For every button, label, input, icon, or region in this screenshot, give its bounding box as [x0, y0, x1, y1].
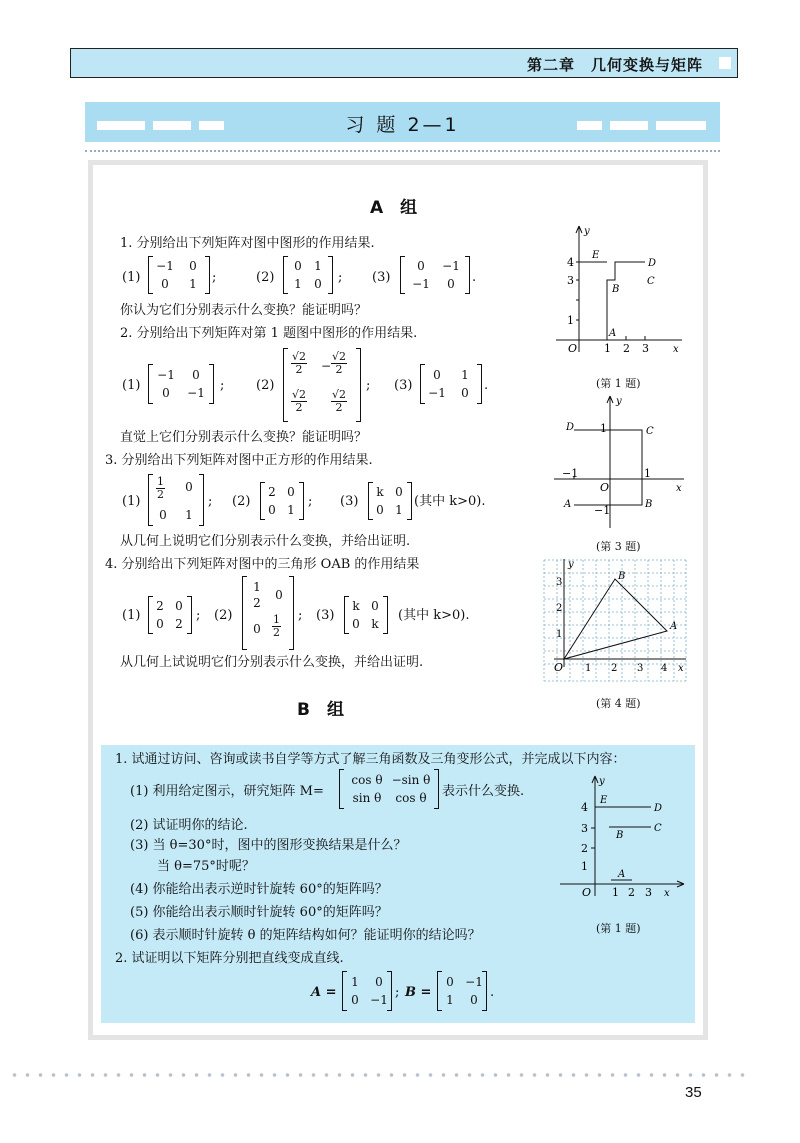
matrix-cell: 0	[162, 386, 170, 400]
matrix-cell: 0	[371, 599, 379, 613]
x-tick-label: 1	[585, 663, 592, 674]
y-label: y	[584, 226, 590, 237]
figure-q4-caption: (第 4 题)	[596, 697, 641, 710]
b-q1-s1-pre: (1) 利用给定图示，研究矩阵 M=	[130, 784, 324, 799]
matrix-cell: 2	[175, 617, 183, 631]
origin-label: O	[554, 661, 564, 674]
matrix-cell: 0	[395, 485, 403, 499]
matrix-cell: −1	[187, 386, 205, 400]
triangle-oab	[564, 579, 667, 659]
matrix-cell: 0	[375, 975, 383, 989]
matrix-cell: 0	[461, 386, 469, 400]
matrix-cell: −sin θ	[391, 773, 431, 787]
matrix-b	[437, 971, 487, 1011]
y-tick-label: 3	[567, 274, 574, 287]
y-label: y	[599, 776, 605, 787]
a-q3-label2: (2)	[232, 494, 251, 509]
figure-q1	[548, 222, 688, 357]
chapter-header-bar	[70, 48, 738, 78]
matrix-cell: k	[352, 599, 360, 613]
dotted-footer-line	[8, 1072, 748, 1078]
a-q4-text: 4. 分别给出下列矩阵对图中的三角形 OAB 的作用结果	[105, 557, 420, 572]
b-q1-text: 1. 试通过访问、咨询或读书自学等方式了解三角函数及三角变形公式，并完成以下内容：	[115, 752, 626, 767]
separator: ;	[338, 270, 343, 285]
point-label: E	[600, 795, 608, 806]
matrix-cell: 1	[189, 277, 197, 291]
exercise-title-bar	[85, 102, 720, 142]
x-tick-label: 3	[645, 886, 652, 899]
a-q4-note: (其中 k>0).	[398, 608, 470, 623]
matrix-cell: 0	[314, 277, 322, 291]
y-tick-label: 2	[581, 842, 588, 855]
figure-q3	[548, 392, 688, 530]
y-tick-label: 1	[556, 629, 563, 640]
b-q2-text: 2. 试证明以下矩阵分别把直线变成直线.	[115, 951, 344, 966]
separator: ;	[212, 270, 217, 285]
x-tick-label: 2	[611, 663, 618, 674]
matrix-fraction: 1 2	[273, 613, 280, 639]
origin-label: O	[582, 886, 592, 899]
matrix-fraction: √2 2	[332, 388, 347, 414]
matrix-cell: 0	[159, 508, 167, 522]
matrix-cell: 0	[161, 277, 169, 291]
separator: ;	[395, 985, 400, 1000]
x-label: x	[676, 483, 682, 494]
matrix-cell: 0	[192, 368, 200, 382]
matrix-fraction: 1 2	[157, 475, 164, 501]
a-q2-matrix2	[283, 348, 361, 422]
a-q3-text: 3. 分别给出下列矩阵对图中正方形的作用结果.	[105, 453, 373, 468]
a-q2-matrix1	[148, 364, 214, 404]
y-tick-label: 1	[581, 860, 588, 873]
separator: ;	[208, 494, 213, 509]
y-tick-label: 2	[556, 603, 563, 614]
separator: ;	[366, 378, 371, 393]
matrix-cell: 0	[376, 503, 384, 517]
matrix-cell: 1	[461, 368, 469, 382]
point-label: D	[648, 258, 657, 269]
matrix-cell: 0	[351, 993, 359, 1007]
b-q1-s6: (6) 表示顺时针旋转 θ 的矩阵结构如何？能证明你的结论吗？	[130, 928, 481, 943]
matrix-cell: cos θ	[351, 773, 383, 787]
b-q1-s3b: 当 θ=75°时呢？	[157, 859, 255, 874]
a-q2-label2: (2)	[256, 378, 275, 393]
matrix-cell: 1	[294, 277, 302, 291]
a-q1-label1: (1)	[122, 270, 141, 285]
matrix-cell: 0	[287, 485, 295, 499]
a-q4-follow: 从几何上试说明它们分别表示什么变换，并给出证明.	[120, 655, 424, 670]
figure-b-q1	[554, 770, 688, 900]
group-b-heading: B 组	[297, 700, 344, 720]
matrix-cell: −1	[428, 386, 446, 400]
matrix-cell: 0	[175, 599, 183, 613]
minus-sign: −	[321, 359, 332, 373]
matrix-cell: 1	[253, 580, 261, 594]
a-q3-matrix1	[148, 474, 204, 526]
matrix-cell: 1	[314, 259, 322, 273]
point-label: A	[618, 869, 626, 880]
y-tick-label: 1	[567, 314, 574, 327]
separator: ;	[308, 494, 313, 509]
x-tick-label: 3	[642, 342, 649, 355]
matrix-b-label: B =	[405, 985, 432, 1000]
a-q1-matrix2	[283, 256, 333, 294]
matrix-cell: −1	[370, 993, 388, 1007]
matrix-cell: −1	[412, 277, 430, 291]
matrix-cell: 0	[275, 588, 283, 602]
separator: ;	[220, 378, 225, 393]
point-label: A	[564, 499, 572, 510]
a-q4-label1: (1)	[122, 608, 141, 623]
x-tick-label: 2	[623, 342, 630, 355]
origin-label: O	[600, 481, 610, 494]
a-q4-matrix3	[344, 596, 388, 634]
y-tick-label: 4	[581, 801, 588, 814]
a-q1-text: 1. 分别给出下列矩阵对图中图形的作用结果.	[120, 236, 375, 251]
matrix-cell: 1	[395, 503, 403, 517]
exercise-title: 习 题 2—1	[345, 114, 460, 136]
a-q4-matrix2	[242, 576, 294, 650]
x-tick-label: 2	[628, 886, 635, 899]
matrix-cell: 0	[189, 259, 197, 273]
a-q1-matrix3	[400, 256, 470, 294]
matrix-cell: 0	[268, 503, 276, 517]
tick-label: 1	[644, 467, 651, 480]
point-label: B	[612, 284, 620, 295]
point-label: D	[566, 422, 575, 433]
a-q1-matrix1	[148, 256, 210, 294]
a-q3-label3: (3)	[340, 494, 359, 509]
matrix-cell: 2	[253, 596, 261, 610]
figure-q1-caption: (第 1 题)	[596, 377, 641, 390]
decor-bar	[610, 121, 648, 130]
a-q4-label2: (2)	[214, 608, 233, 623]
b-q1-s4: (4) 你能给出表示逆时针旋转 60°的矩阵吗？	[130, 882, 388, 897]
a-q2-label1: (1)	[122, 378, 141, 393]
x-tick-label: 4	[661, 663, 668, 674]
tick-label: 1	[600, 422, 607, 435]
y-label: y	[568, 559, 574, 570]
tick-label: −1	[562, 467, 579, 480]
y-tick-label: 4	[567, 256, 574, 269]
terminator: .	[490, 985, 495, 1000]
matrix-cell: 0	[417, 259, 425, 273]
figure-q4	[540, 555, 690, 687]
matrix-cell: −1	[465, 975, 483, 989]
matrix-cell: −1	[442, 259, 460, 273]
matrix-cell: 0	[253, 622, 261, 636]
a-q3-note: (其中 k>0).	[414, 494, 486, 509]
decor-bar	[577, 121, 602, 130]
point-label: C	[654, 823, 662, 834]
matrix-cell: 0	[447, 277, 455, 291]
separator: ;	[298, 608, 303, 623]
a-q2-label3: (3)	[394, 378, 413, 393]
a-q4-label3: (3)	[316, 608, 335, 623]
figure-q3-caption: (第 3 题)	[596, 540, 641, 553]
y-label: y	[616, 396, 622, 407]
dotted-divider	[85, 150, 720, 152]
a-q1-label3: (3)	[372, 270, 391, 285]
chapter-title: 第二章 几何变换与矩阵	[526, 56, 703, 74]
matrix-cell: 2	[268, 485, 276, 499]
a-q4-matrix1	[148, 596, 192, 634]
a-q3-follow: 从几何上说明它们分别表示什么变换，并给出证明.	[120, 534, 411, 549]
matrix-a	[342, 971, 392, 1011]
a-q3-label1: (1)	[122, 494, 141, 509]
matrix-fraction: √2 2	[292, 388, 307, 414]
matrix-cell: 1	[446, 993, 454, 1007]
a-q2-follow: 直觉上它们分别表示什么变换？能证明吗？	[120, 430, 368, 445]
matrix-a-label: A =	[311, 985, 337, 1000]
matrix-cell: k	[371, 617, 379, 631]
b-q1-s3: (3) 当 θ=30°时，图中的图形变换结果是什么？	[130, 838, 407, 853]
matrix-cell: 1	[351, 975, 359, 989]
matrix-fraction: √2 2	[292, 350, 307, 376]
point-label: B	[616, 830, 624, 841]
a-q2-text: 2. 分别给出下列矩阵对第 1 题图中图形的作用结果.	[120, 326, 418, 341]
point-label: C	[647, 276, 655, 287]
rotation-matrix-m	[339, 769, 439, 809]
a-q1-label2: (2)	[256, 270, 275, 285]
y-tick-label: 3	[556, 577, 563, 588]
tick-label: −1	[594, 504, 611, 517]
point-label: E	[592, 250, 600, 261]
x-tick-label: 3	[637, 663, 644, 674]
b-q1-s2: (2) 试证明你的结论.	[130, 818, 248, 833]
a-q3-matrix2	[260, 482, 304, 520]
matrix-cell: 0	[185, 480, 193, 494]
header-decor-square	[719, 57, 731, 69]
x-label: x	[678, 663, 684, 674]
matrix-cell: sin θ	[352, 791, 382, 805]
a-q1-follow: 你认为它们分别表示什么变换？能证明吗？	[120, 303, 368, 318]
figure-b-q1-caption: (第 1 题)	[596, 922, 641, 935]
x-tick-label: 1	[612, 886, 619, 899]
x-label: x	[673, 344, 679, 355]
matrix-cell: 0	[352, 617, 360, 631]
decor-bar	[656, 121, 706, 130]
point-label: C	[646, 426, 654, 437]
b-q1-s5: (5) 你能给出表示顺时针旋转 60°的矩阵吗？	[130, 905, 388, 920]
matrix-cell: 0	[470, 993, 478, 1007]
terminator: .	[472, 270, 477, 285]
x-tick-label: 1	[604, 342, 611, 355]
matrix-cell: 0	[446, 975, 454, 989]
matrix-cell: cos θ	[395, 791, 427, 805]
matrix-cell: 0	[433, 368, 441, 382]
b-q1-s1-post: 表示什么变换.	[442, 784, 525, 799]
origin-label: O	[568, 342, 578, 355]
terminator: .	[484, 378, 489, 393]
matrix-cell: 1	[287, 503, 295, 517]
point-label: B	[618, 571, 626, 582]
matrix-cell: 1	[185, 508, 193, 522]
point-label: D	[654, 803, 663, 814]
point-label: A	[670, 621, 678, 632]
page-number: 35	[685, 1084, 702, 1101]
x-label: x	[664, 888, 670, 899]
separator: ;	[196, 608, 201, 623]
matrix-cell: 0	[294, 259, 302, 273]
group-a-heading: A 组	[370, 198, 418, 218]
matrix-cell: −1	[156, 259, 174, 273]
matrix-cell: 0	[156, 617, 164, 631]
matrix-cell: 2	[156, 599, 164, 613]
matrix-cell: −1	[157, 368, 175, 382]
matrix-cell: k	[376, 485, 384, 499]
y-tick-label: 3	[581, 822, 588, 835]
matrix-fraction: √2 2	[332, 350, 347, 376]
point-label: B	[645, 499, 653, 510]
point-label: A	[609, 328, 617, 339]
a-q2-matrix3	[420, 364, 482, 404]
a-q3-matrix3	[368, 482, 412, 520]
